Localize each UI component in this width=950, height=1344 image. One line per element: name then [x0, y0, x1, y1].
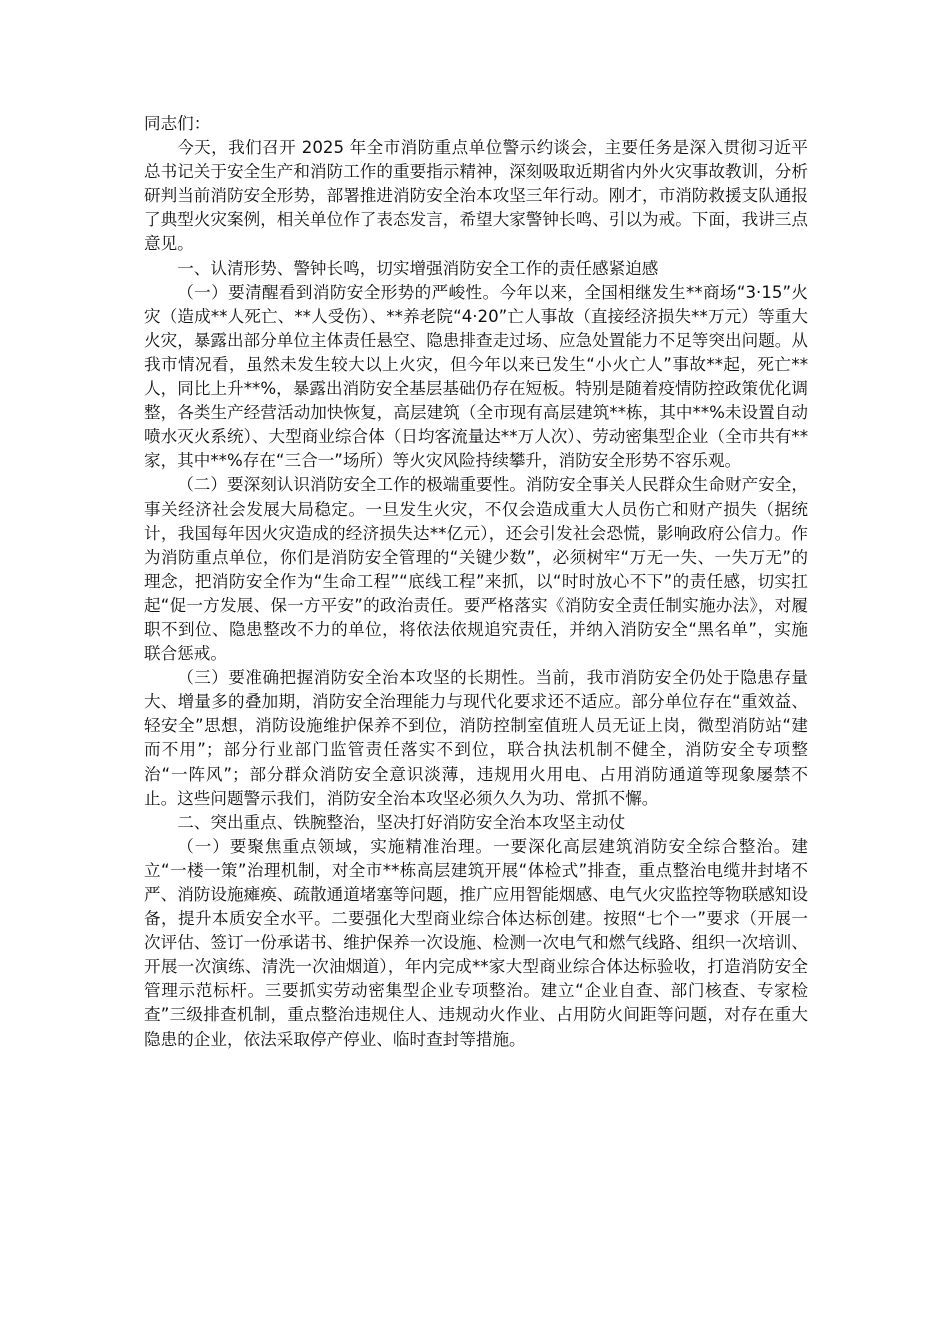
paragraph-1-2: （二）要深刻认识消防安全工作的极端重要性。消防安全事关人民群众生命财产安全，事关经济社会发展大局稳定。一旦发生火灾，不仅会造成重大人员伤亡和财产损失（据统计，我国每年因火灾造成的经济损失达**亿元），还会引发社会恐慌，影响政府公信力。作为消防重点单位，你们是消防安全管理的“关键少数”，必须树牢“万无一失、一失万无”的理念，把消防安全作为“生命工程”“底线工程”来抓，以“时时放心不下”的责任感，切实扛起“促一方发展、保一方平安”的政治责任。要严格落实《消防安全责任制实施办法》，对履职不到位、隐患整改不力的单位，将依法依规追究责任，并纳入消防安全“黑名单”，实施联合惩戒。	[144, 475, 808, 664]
section-heading-2: 二、突出重点、铁腕整治，坚决打好消防安全治本攻坚主动仗	[177, 812, 626, 832]
paragraph-1-3: （三）要准确把握消防安全治本攻坚的长期性。当前，我市消防安全仍处于隐患存量大、增量多的叠加期，消防安全治理能力与现代化要求还不适应。部分单位存在“重效益、轻安全”思想，消防设施维护保养不到位，消防控制室值班人员无证上岗，微型消防站“建而不用”；部分行业部门监管责任落实不到位，联合执法机制不健全，消防安全专项整治“一阵风”；部分群众消防安全意识淡薄，违规用火用电、占用消防通道等现象屡禁不止。这些问题警示我们，消防安全治本攻坚必须久久为功、常抓不懈。	[144, 668, 808, 808]
paragraph-1-1: （一）要清醒看到消防安全形势的严峻性。今年以来，全国相继发生**商场“3·15”火灾（造成**人死亡、**人受伤）、**养老院“4·20”亡人事故（直接经济损失**万元）等重大火灾，暴露出部分单位主体责任悬空、隐患排查走过场、应急处置能力不足等突出问题。从我市情况看，虽然未发生较大以上火灾，但今年以来已发生“小火亡人”事故**起，死亡**人，同比上升**%，暴露出消防安全基层基础仍存在短板。特别是随着疫情防控政策优化调整，各类生产经营活动加快恢复，高层建筑（全市现有高层建筑**栋，其中**%未设置自动喷水灭火系统）、大型商业综合体（日均客流量达**万人次）、劳动密集型企业（全市共有**家，其中**%存在“三合一”场所）等火灾风险持续攀升，消防安全形势不容乐观。	[144, 282, 808, 471]
salutation: 同志们：	[144, 114, 211, 133]
document-body	[144, 112, 808, 1052]
section-heading-1: 一、认清形势、警钟长鸣，切实增强消防安全工作的责任感紧迫感	[177, 258, 659, 278]
paragraph-opening: 今天，我们召开 2025 年全市消防重点单位警示约谈会，主要任务是深入贯彻习近平总书记关于安全生产和消防工作的重要指示精神，深刻吸取近期省内外火灾事故教训，分析研判当前消防安全形势，部署推进消防安全治本攻坚三年行动。刚才，市消防救援支队通报了典型火灾案例，相关单位作了表态发言，希望大家警钟长鸣、引以为戒。下面，我讲三点意见。	[144, 138, 808, 254]
paragraph-2-1: （一）要聚焦重点领域，实施精准治理。一要深化高层建筑消防安全综合整治。建立“一楼一策”治理机制，对全市**栋高层建筑开展“体检式”排查，重点整治电缆井封堵不严、消防设施瘫痪、疏散通道堵塞等问题，推广应用智能烟感、电气火灾监控等物联感知设备，提升本质安全水平。二要强化大型商业综合体达标创建。按照“七个一”要求（开展一次评估、签订一份承诺书、维护保养一次设施、检测一次电气和燃气线路、组织一次培训、开展一次演练、清洗一次油烟道），年内完成**家大型商业综合体达标验收，打造消防安全管理示范标杆。三要抓实劳动密集型企业专项整治。建立“企业自查、部门核查、专家检查”三级排查机制，重点整治违规住人、违规动火作业、占用防火间距等问题，对存在重大隐患的企业，依法采取停产停业、临时查封等措施。	[144, 836, 808, 1049]
